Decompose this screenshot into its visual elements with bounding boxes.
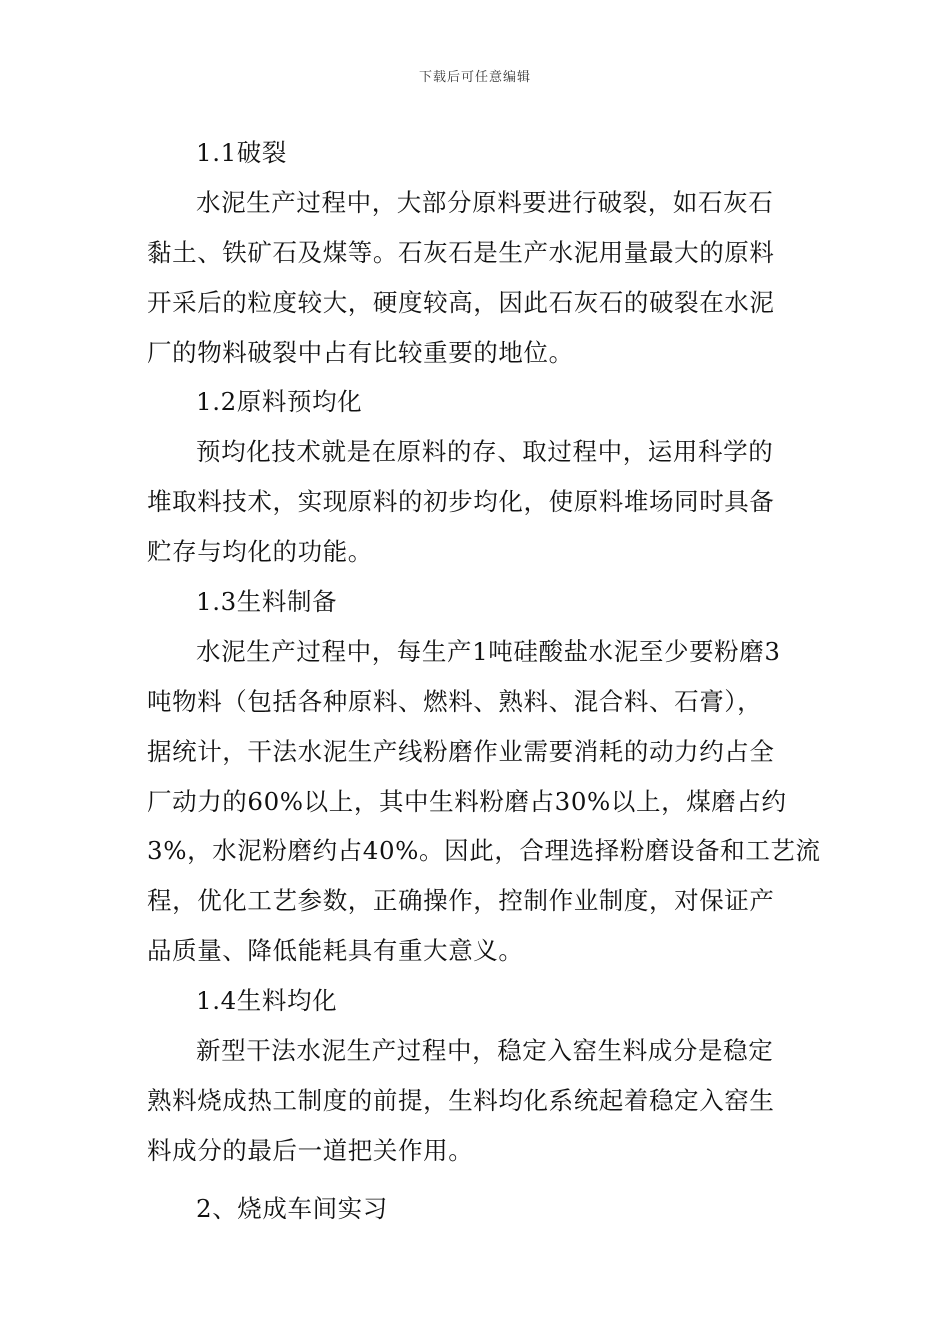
header-note: 下载后可任意编辑: [418, 70, 531, 85]
section-heading-2: 2、烧成车间实习: [196, 1193, 388, 1223]
paragraph-line: 新型干法水泥生产过程中，稳定入窑生料成分是稳定: [196, 1036, 774, 1066]
paragraph-line: 程，优化工艺参数，正确操作，控制作业制度，对保证产: [147, 886, 775, 916]
paragraph-line: 黏土、铁矿石及煤等。石灰石是生产水泥用量最大的原料: [147, 237, 775, 267]
section-heading-1-1: 1.1破裂: [196, 138, 287, 167]
paragraph-line: 水泥生产过程中，每生产1吨硅酸盐水泥至少要粉磨3: [196, 636, 781, 666]
paragraph-line: 吨物料（包括各种原料、燃料、熟料、混合料、石膏），: [147, 686, 763, 716]
paragraph-line: 3%，水泥粉磨约占40%。因此，合理选择粉磨设备和工艺流: [147, 836, 821, 866]
paragraph-line: 开采后的粒度较大，硬度较高，因此石灰石的破裂在水泥: [147, 287, 775, 317]
paragraph-line: 品质量、降低能耗具有重大意义。: [147, 936, 524, 966]
section-heading-1-2: 1.2原料预均化: [196, 387, 363, 417]
paragraph-line: 据统计，干法水泥生产线粉磨作业需要消耗的动力约占全: [147, 736, 775, 766]
paragraph-line: 预均化技术就是在原料的存、取过程中，运用科学的: [196, 437, 774, 467]
paragraph-line: 贮存与均化的功能。: [147, 537, 373, 567]
paragraph-line: 厂动力的60%以上，其中生料粉磨占30%以上，煤磨占约: [147, 786, 787, 816]
paragraph-line: 料成分的最后一道把关作用。: [147, 1135, 474, 1165]
section-heading-1-4: 1.4生料均化: [196, 986, 338, 1016]
document-body: [147, 128, 821, 1234]
paragraph-line: 熟料烧成热工制度的前提，生料均化系统起着稳定入窑生: [147, 1085, 775, 1115]
paragraph-line: 堆取料技术，实现原料的初步均化，使原料堆场同时具备: [147, 487, 775, 517]
paragraph-line: 水泥生产过程中，大部分原料要进行破裂，如石灰石: [196, 187, 774, 217]
section-heading-1-3: 1.3生料制备: [196, 587, 338, 617]
paragraph-line: 厂的物料破裂中占有比较重要的地位。: [147, 337, 574, 367]
